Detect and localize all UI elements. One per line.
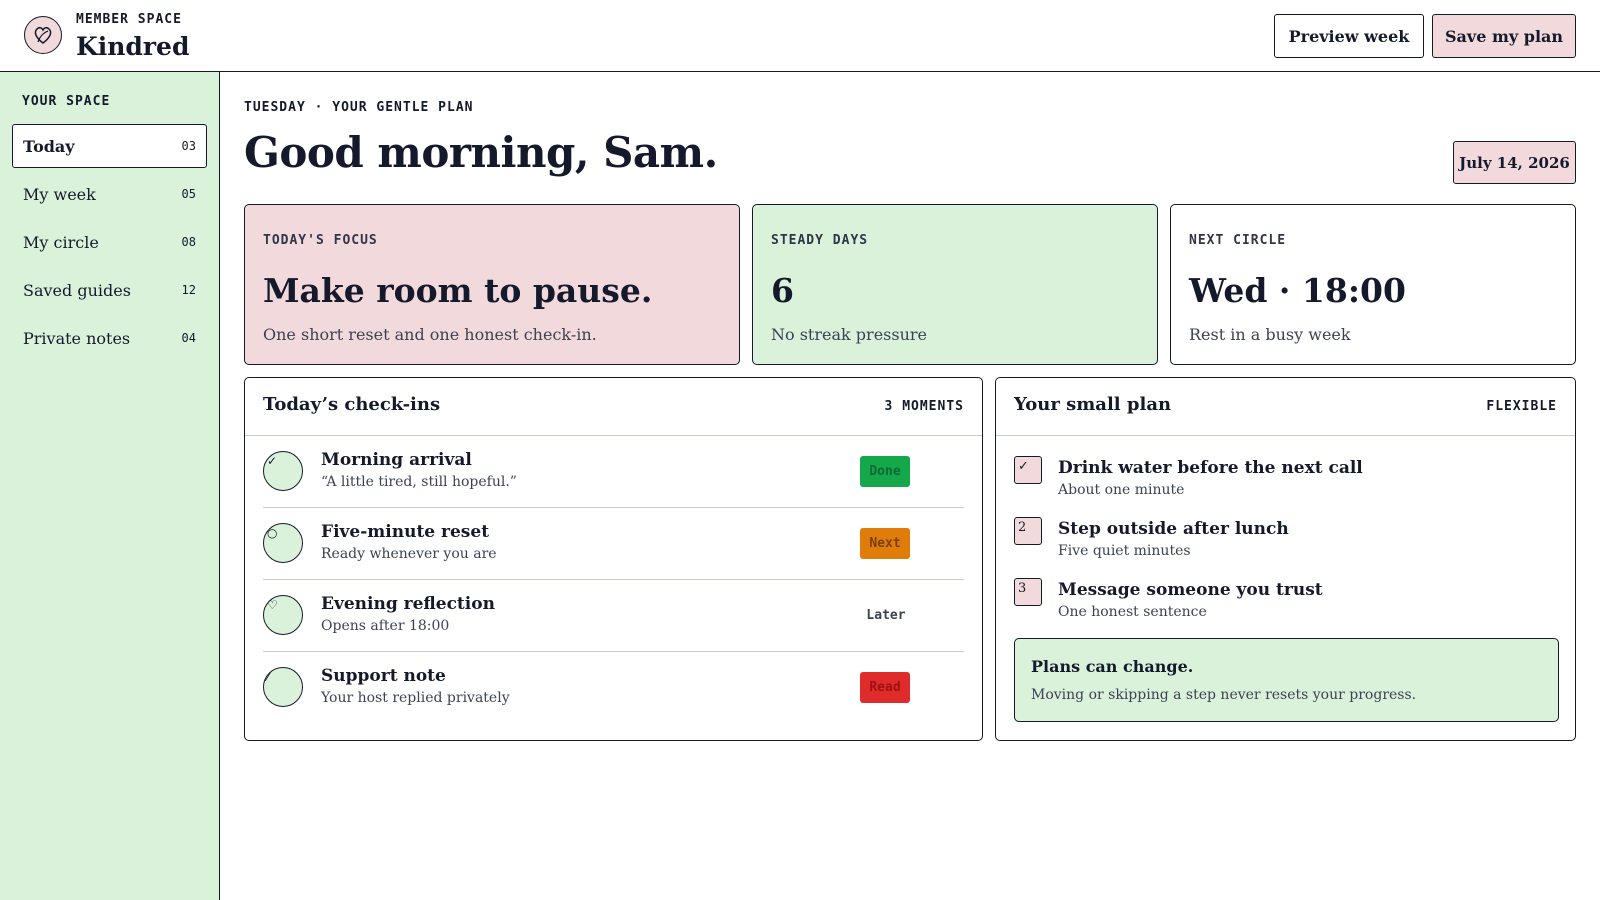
brand-name: Kindred — [76, 32, 190, 61]
plan-item[interactable] — [1014, 576, 1559, 636]
sidebar-item-count: 05 — [181, 187, 196, 201]
panel-header — [996, 378, 1575, 436]
brand-kicker: MEMBER SPACE — [76, 12, 182, 27]
panel-tag: 3 MOMENTS — [884, 399, 964, 414]
plan-checkbox[interactable]: 3 — [1014, 578, 1042, 606]
top-bar — [0, 0, 1600, 72]
sidebar-item-count: 03 — [181, 139, 196, 153]
checkin-sub: Opens after 18:00 — [321, 618, 450, 634]
next-circle-card — [1170, 204, 1576, 365]
plan-sub: Five quiet minutes — [1058, 543, 1191, 559]
sidebar-item-label: Today — [23, 136, 75, 156]
sidebar-item-count: 04 — [181, 331, 196, 345]
checkin-row[interactable] — [263, 436, 964, 508]
page-title: Good morning, Sam. — [244, 128, 718, 177]
checkin-title: Evening reflection — [321, 594, 495, 614]
stat-sub: No streak pressure — [771, 325, 927, 344]
stat-value: 6 — [771, 271, 794, 310]
stat-label: NEXT CIRCLE — [1189, 233, 1287, 248]
checkin-title: Five-minute reset — [321, 522, 490, 542]
checkin-sub: Your host replied privately — [321, 690, 510, 706]
focus-card — [244, 204, 740, 365]
line-icon: ⁄ — [263, 667, 303, 707]
checkin-sub: “A little tired, still hopeful.” — [321, 474, 517, 490]
preview-week-button[interactable]: Preview week — [1274, 14, 1424, 58]
checkin-row[interactable] — [263, 652, 964, 724]
status-badge: Next — [860, 528, 910, 559]
circle-icon: ○ — [263, 523, 303, 563]
plan-panel — [995, 377, 1576, 741]
sidebar-item-private-notes[interactable] — [12, 316, 207, 360]
panel-title: Today’s check-ins — [263, 394, 441, 415]
sidebar-item-count: 08 — [181, 235, 196, 249]
sidebar-item-label: Saved guides — [23, 280, 131, 300]
heart-leaf-icon[interactable] — [24, 16, 62, 54]
plan-sub: One honest sentence — [1058, 604, 1207, 620]
stat-value: Wed · 18:00 — [1189, 271, 1406, 310]
sidebar-item-saved-guides[interactable] — [12, 268, 207, 312]
stat-sub: One short reset and one honest check-in. — [263, 325, 597, 344]
panel-title: Your small plan — [1014, 394, 1172, 415]
save-plan-button[interactable]: Save my plan — [1432, 14, 1576, 58]
plan-note — [1014, 638, 1559, 722]
steady-days-card — [752, 204, 1158, 365]
sidebar-item-label: My circle — [23, 232, 99, 252]
checkin-title: Morning arrival — [321, 450, 472, 470]
stat-label: STEADY DAYS — [771, 233, 869, 248]
plan-checkbox[interactable]: 2 — [1014, 517, 1042, 545]
checkins-panel — [244, 377, 983, 741]
stat-value: Make room to pause. — [263, 271, 653, 310]
note-sub: Moving or skipping a step never resets your progress. — [1031, 687, 1417, 703]
checkin-row[interactable] — [263, 580, 964, 652]
sidebar-item-label: Private notes — [23, 328, 131, 348]
status-badge: Done — [860, 456, 910, 487]
sidebar-item-my-week[interactable] — [12, 172, 207, 216]
panel-tag: FLEXIBLE — [1486, 399, 1557, 414]
heart-icon: ♡ — [263, 595, 303, 635]
plan-sub: About one minute — [1058, 482, 1185, 498]
check-icon: ✓ — [263, 451, 303, 491]
page-kicker: TUESDAY · YOUR GENTLE PLAN — [244, 100, 474, 115]
checkin-sub: Ready whenever you are — [321, 546, 497, 562]
panel-header — [245, 378, 982, 436]
note-title: Plans can change. — [1031, 657, 1194, 676]
sidebar — [0, 72, 220, 900]
plan-title: Message someone you trust — [1058, 580, 1323, 600]
sidebar-title: YOUR SPACE — [22, 94, 111, 109]
stat-sub: Rest in a busy week — [1189, 325, 1351, 344]
checkin-title: Support note — [321, 666, 446, 686]
status-badge: Later — [866, 608, 906, 623]
sidebar-item-today[interactable] — [12, 124, 207, 168]
plan-item[interactable] — [1014, 454, 1559, 514]
sidebar-item-count: 12 — [181, 283, 196, 297]
plan-checkbox[interactable]: ✓ — [1014, 456, 1042, 484]
checkin-row[interactable] — [263, 508, 964, 580]
sidebar-item-my-circle[interactable] — [12, 220, 207, 264]
stat-label: TODAY'S FOCUS — [263, 233, 378, 248]
status-badge: Read — [860, 672, 910, 703]
plan-title: Drink water before the next call — [1058, 458, 1363, 478]
plan-title: Step outside after lunch — [1058, 519, 1289, 539]
date-badge: July 14, 2026 — [1453, 141, 1576, 184]
sidebar-item-label: My week — [23, 184, 96, 204]
plan-item[interactable] — [1014, 515, 1559, 575]
